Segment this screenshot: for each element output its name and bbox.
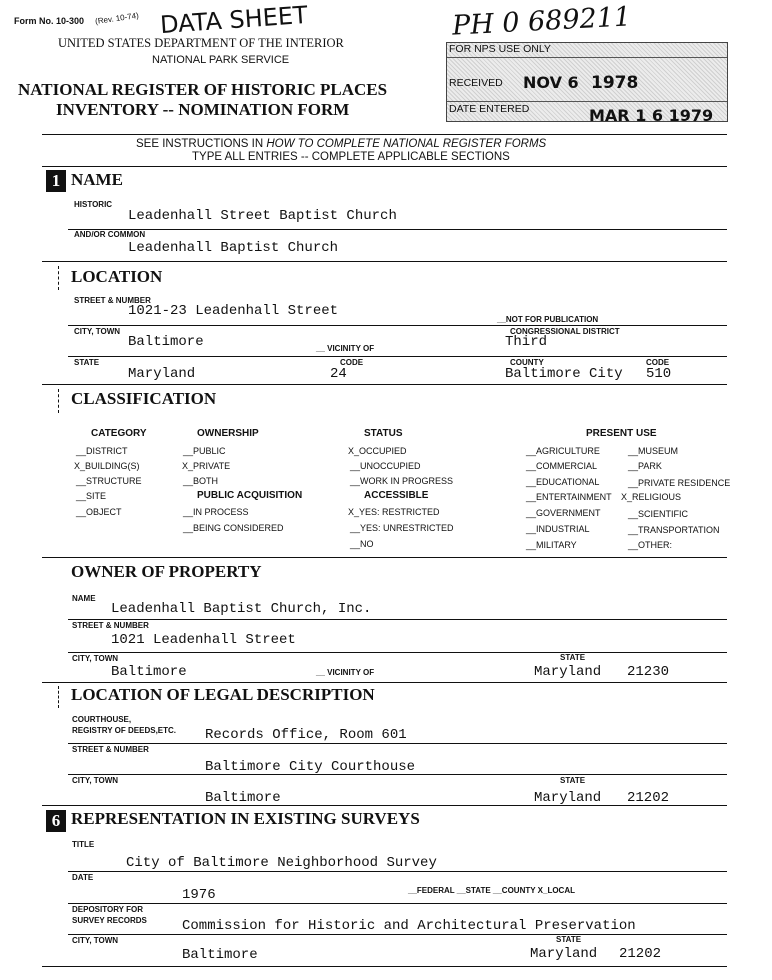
- received-year: 1978: [591, 73, 639, 93]
- use-museum: __MUSEUM: [628, 446, 679, 456]
- accessible-header: ACCESSIBLE: [364, 490, 429, 501]
- use-transportation: __TRANSPORTATION: [628, 525, 720, 535]
- status-work-in-progress: __WORK IN PROGRESS: [350, 476, 454, 486]
- legal-zip-value: 21202: [627, 790, 670, 806]
- section-surveys-title: REPRESENTATION IN EXISTING SURVEYS: [71, 809, 420, 828]
- status-header: STATUS: [364, 428, 403, 439]
- ownership-public: __PUBLIC: [183, 446, 226, 456]
- instructions-line2: TYPE ALL ENTRIES -- COMPLETE APPLICABLE SECTIONS: [192, 151, 510, 163]
- state-value: Maryland: [128, 366, 196, 382]
- use-scientific: __SCIENTIFIC: [628, 509, 689, 519]
- service-name: NATIONAL PARK SERVICE: [152, 54, 290, 66]
- category-structure: __STRUCTURE: [76, 476, 142, 486]
- owner-city-value: Baltimore: [111, 664, 187, 680]
- state-label: STATE: [74, 358, 100, 367]
- category-header: CATEGORY: [91, 428, 147, 439]
- use-other: __OTHER:: [628, 540, 673, 550]
- use-industrial: __INDUSTRIAL: [526, 524, 590, 534]
- city-value: Baltimore: [128, 334, 204, 350]
- historic-name: Leadenhall Street Baptist Church: [128, 208, 397, 224]
- data-sheet-handwritten: DATA SHEET: [159, 0, 309, 40]
- section-classification-title: CLASSIFICATION: [71, 389, 217, 408]
- use-agriculture: __AGRICULTURE: [526, 446, 600, 456]
- state-code-label: CODE: [340, 358, 364, 367]
- survey-zip-value: 21202: [619, 946, 662, 962]
- depository-label-2: SURVEY RECORDS: [72, 916, 147, 925]
- owner-city-label: CITY, TOWN: [72, 654, 119, 663]
- vicinity-of: __ VICINITY OF: [316, 344, 375, 353]
- owner-state-value: Maryland: [534, 664, 602, 680]
- use-military: __MILITARY: [526, 540, 577, 550]
- status-occupied: X_OCCUPIED: [348, 446, 407, 456]
- section-3-marker: [58, 389, 59, 413]
- not-for-publication: __NOT FOR PUBLICATION: [497, 315, 599, 324]
- section-name-title: NAME: [71, 170, 123, 189]
- use-educational: __EDUCATIONAL: [526, 477, 600, 487]
- depository-value: Commission for Historic and Architectural Preservation: [182, 918, 636, 934]
- date-entered-label: DATE ENTERED: [449, 103, 530, 115]
- status-unoccupied: __UNOCCUPIED: [350, 461, 421, 471]
- use-religious: X_RELIGIOUS: [621, 492, 682, 502]
- category-district: __DISTRICT: [76, 446, 128, 456]
- survey-title-value: City of Baltimore Neighborhood Survey: [126, 855, 437, 871]
- use-commercial: __COMMERCIAL: [526, 461, 598, 471]
- section-2-marker: [58, 266, 59, 290]
- survey-state-label: STATE: [556, 935, 582, 944]
- owner-zip-value: 21230: [627, 664, 670, 680]
- state-code-value: 24: [330, 366, 347, 382]
- survey-levels: __FEDERAL __STATE __COUNTY X_LOCAL: [408, 886, 575, 895]
- acquisition-being-considered: __BEING CONSIDERED: [183, 523, 284, 533]
- owner-street-label: STREET & NUMBER: [72, 621, 149, 630]
- owner-name-label: NAME: [72, 594, 96, 603]
- survey-date-label: DATE: [72, 873, 94, 882]
- survey-city-value: Baltimore: [182, 947, 258, 963]
- access-yes-restricted: X_YES: RESTRICTED: [348, 507, 440, 517]
- survey-state-value: Maryland: [530, 946, 598, 962]
- ownership-header: OWNERSHIP: [197, 428, 259, 439]
- courthouse-value: Records Office, Room 601: [205, 727, 407, 743]
- form-title-line2: INVENTORY -- NOMINATION FORM: [56, 100, 350, 119]
- access-no: __NO: [350, 539, 374, 549]
- legal-state-label: STATE: [560, 776, 586, 785]
- historic-label: HISTORIC: [74, 200, 113, 209]
- acquisition-header: PUBLIC ACQUISITION: [197, 490, 303, 501]
- form-title-line1: NATIONAL REGISTER OF HISTORIC PLACES: [18, 80, 388, 99]
- ownership-private: X_PRIVATE: [182, 461, 231, 471]
- legal-street-label: STREET & NUMBER: [72, 745, 149, 754]
- owner-street-value: 1021 Leadenhall Street: [111, 632, 296, 648]
- department-name: UNITED STATES DEPARTMENT OF THE INTERIOR: [58, 36, 344, 50]
- category-site: __SITE: [76, 491, 107, 501]
- owner-name-value: Leadenhall Baptist Church, Inc.: [111, 601, 372, 617]
- nps-use-label: FOR NPS USE ONLY: [449, 43, 551, 55]
- use-private-residence: __PRIVATE RESIDENCE: [628, 478, 731, 488]
- owner-state-label: STATE: [560, 653, 586, 662]
- legal-city-value: Baltimore: [205, 790, 281, 806]
- category-object: __OBJECT: [76, 507, 122, 517]
- ownership-both: __BOTH: [183, 476, 219, 486]
- section-location-title: LOCATION: [71, 267, 163, 286]
- section-5-marker: [58, 686, 59, 708]
- survey-date-value: 1976: [182, 887, 216, 903]
- section-legal-title: LOCATION OF LEGAL DESCRIPTION: [71, 685, 375, 704]
- survey-title-label: TITLE: [72, 840, 95, 849]
- use-park: __PARK: [628, 461, 662, 471]
- instructions-line1: SEE INSTRUCTIONS IN HOW TO COMPLETE NATIONAL REGISTER FORMS: [136, 138, 547, 150]
- handwritten-reference-id: PH 0 689211: [451, 1, 632, 42]
- section-number-1: 1: [46, 170, 66, 192]
- date-entered-value: MAR 1 6 1979: [589, 106, 714, 125]
- category-buildings: X_BUILDING(S): [74, 461, 140, 471]
- access-yes-unrestricted: __YES: UNRESTRICTED: [350, 523, 454, 533]
- street-value: 1021-23 Leadenhall Street: [128, 303, 339, 319]
- legal-city-label: CITY, TOWN: [72, 776, 119, 785]
- county-label: COUNTY: [510, 358, 544, 367]
- congressional-label: CONGRESSIONAL DISTRICT: [510, 327, 620, 336]
- section-owner-title: OWNER OF PROPERTY: [71, 562, 262, 581]
- use-entertainment: __ENTERTAINMENT: [526, 492, 612, 502]
- courthouse-label: COURTHOUSE,: [72, 715, 132, 724]
- legal-state-value: Maryland: [534, 790, 602, 806]
- county-code-label: CODE: [646, 358, 670, 367]
- owner-vicinity-of: __ VICINITY OF: [316, 668, 375, 677]
- legal-street-value: Baltimore City Courthouse: [205, 759, 416, 775]
- received-date: NOV 6: [523, 73, 579, 92]
- acquisition-in-process: __IN PROCESS: [183, 507, 249, 517]
- street-label: STREET & NUMBER: [74, 296, 151, 305]
- use-government: __GOVERNMENT: [526, 508, 601, 518]
- depository-label-1: DEPOSITORY FOR: [72, 905, 143, 914]
- city-label: CITY, TOWN: [74, 327, 121, 336]
- present-use-header: PRESENT USE: [586, 428, 657, 439]
- registry-label: REGISTRY OF DEEDS,ETC.: [72, 726, 177, 735]
- received-label: RECEIVED: [449, 77, 503, 89]
- county-value: Baltimore City: [505, 366, 623, 382]
- county-code-value: 510: [646, 366, 672, 382]
- nps-use-box: [446, 42, 728, 125]
- form-number: Form No. 10-300: [14, 16, 85, 26]
- section-number-6: 6: [46, 810, 66, 832]
- common-label: AND/OR COMMON: [74, 230, 146, 239]
- form-revision: (Rev. 10-74): [94, 10, 140, 27]
- common-name: Leadenhall Baptist Church: [128, 240, 339, 256]
- survey-city-label: CITY, TOWN: [72, 936, 119, 945]
- congressional-value: Third: [505, 334, 548, 350]
